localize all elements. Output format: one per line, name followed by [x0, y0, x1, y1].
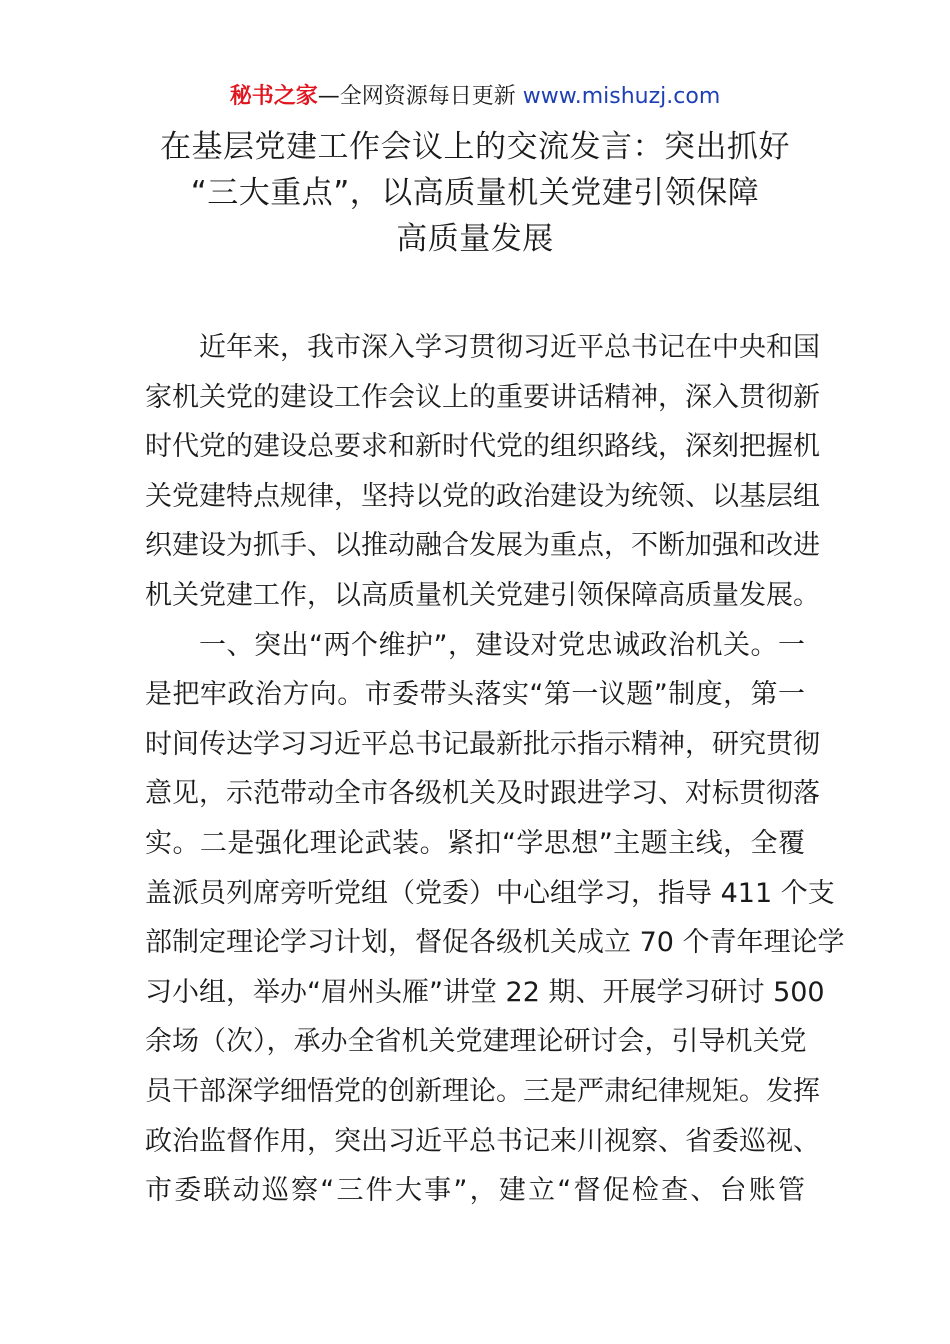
- body-line: 意见，示范带动全市各级机关及时跟进学习、对标贯彻落: [145, 778, 820, 810]
- body-line: 习小组，举办“眉州头雁”讲堂 22 期、开展学习研讨 500: [145, 976, 825, 1008]
- body-line: 员干部深学细悟党的创新理论。三是严肃纪律规矩。发挥: [145, 1075, 820, 1107]
- site-tagline: —全网资源每日更新: [317, 84, 516, 109]
- body-line: 机关党建工作，以高质量机关党建引领保障高质量发展。: [145, 579, 820, 611]
- document-title: [0, 124, 950, 262]
- body-line: 实。二是强化理论武装。紧扣“学思想”主题主线，全覆: [145, 827, 805, 859]
- body-line: 家机关党的建设工作会议上的重要讲话精神，深入贯彻新: [145, 381, 820, 413]
- body-line: 时间传达学习习近平总书记最新批示指示精神，研究贯彻: [145, 728, 820, 760]
- body-line: 时代党的建设总要求和新时代党的组织路线，深刻把握机: [145, 431, 820, 463]
- body-line: 余场（次），承办全省机关党建理论研讨会，引导机关党: [145, 1026, 807, 1058]
- title-line: 高质量发展: [396, 221, 554, 257]
- body-line: 一、突出“两个维护”，建设对党忠诚政治机关。一: [199, 629, 805, 661]
- body-line: 政治监督作用，突出习近平总书记来川视察、省委巡视、: [145, 1125, 820, 1157]
- body-line: 关党建特点规律，坚持以党的政治建设为统领、以基层组: [145, 480, 820, 512]
- body-line: 部制定理论学习计划，督促各级机关成立 70 个青年理论学: [145, 927, 845, 959]
- body-line: 织建设为抓手、以推动融合发展为重点，不断加强和改进: [145, 530, 820, 562]
- site-url-link[interactable]: www.mishuzj.com: [522, 84, 721, 109]
- body-line: 是把牢政治方向。市委带头落实“第一议题”制度，第一: [145, 679, 805, 711]
- title-line: “三大重点”，以高质量机关党建引领保障: [190, 175, 760, 211]
- title-line: 在基层党建工作会议上的交流发言：突出抓好: [160, 129, 790, 165]
- site-brand: 秘书之家: [229, 84, 318, 109]
- site-header: [0, 80, 950, 114]
- body-line: 市委联动巡察“三件大事”，建立“督促检查、台账管: [145, 1175, 805, 1207]
- body-line: 盖派员列席旁听党组（党委）中心组学习，指导 411 个支: [145, 877, 835, 909]
- body-line: 近年来，我市深入学习贯彻习近平总书记在中央和国: [199, 332, 820, 363]
- document-body: [145, 323, 845, 1216]
